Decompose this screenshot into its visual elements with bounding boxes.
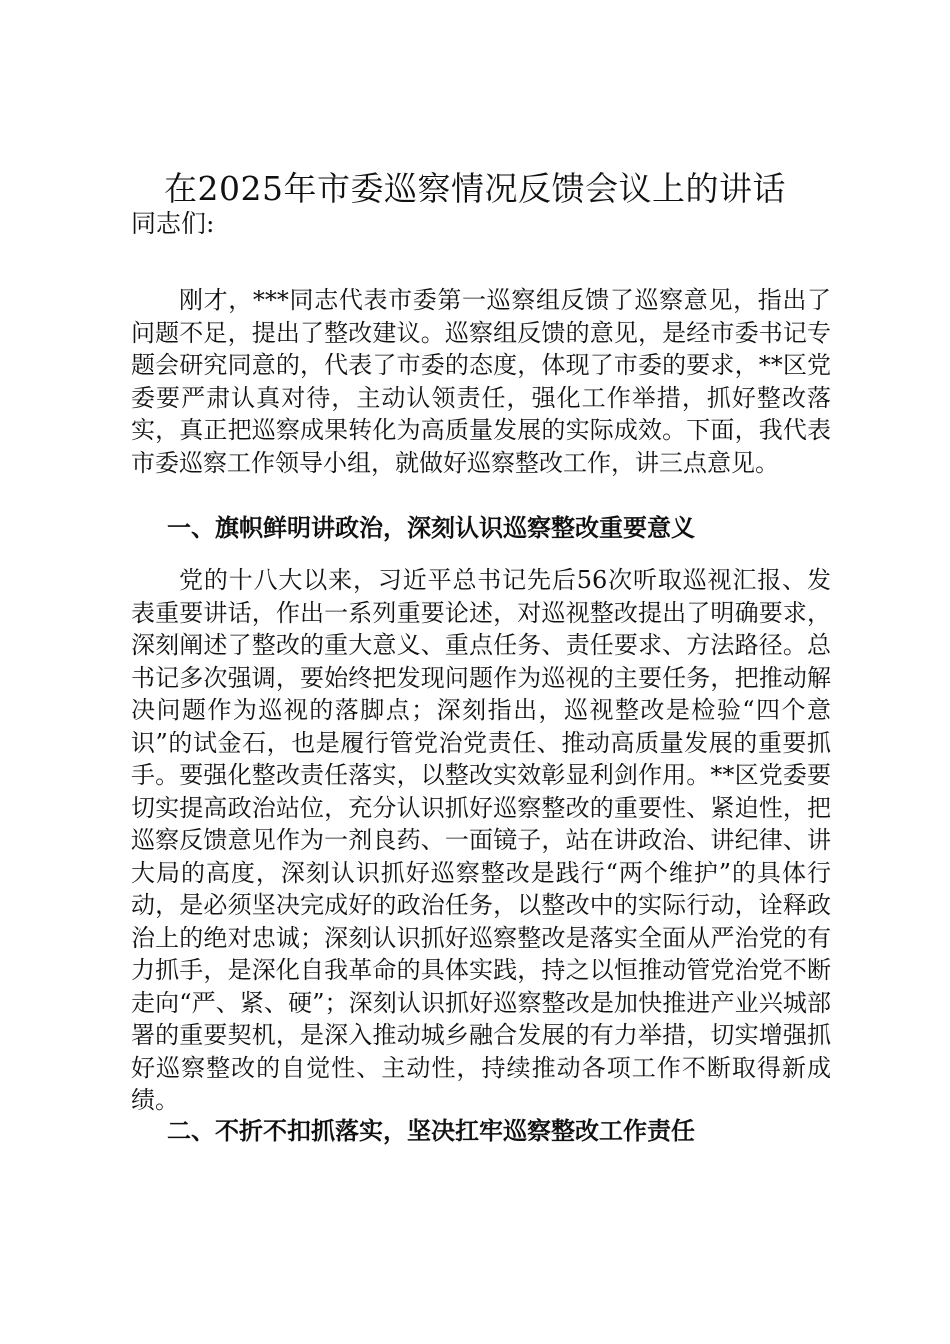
paragraph-intro: 刚才，***同志代表市委第一巡察组反馈了巡察意见，指出了问题不足，提出了整改建议。巡察组反馈的意见，是经市委书记专题会研究同意的，代表了市委的态度，体现了市委的要求，**区党委要严肃认真对待，主动认领责任，强化工作举措，抓好整改落实，真正把巡察成果转化为高质量发展的实际成效。下面，我代表市委巡察工作领导小组，就做好巡察整改工作，讲三点意见。 — [131, 286, 831, 477]
section-heading-2: 二、不折不扣抓落实，坚决扛牢巡察整改工作责任 — [167, 1116, 695, 1145]
document-title: 在2025年市委巡察情况反馈会议上的讲话 — [164, 169, 786, 208]
section-heading-1: 一、旗帜鲜明讲政治，深刻认识巡察整改重要意义 — [167, 513, 695, 542]
paragraph-section-1: 党的十八大以来，习近平总书记先后56次听取巡视汇报、发表重要讲话，作出一系列重要论述，对巡视整改提出了明确要求，深刻阐述了整改的重大意义、重点任务、责任要求、方法路径。总书记多次强调，要始终把发现问题作为巡视的主要任务，把推动解决问题作为巡视的落脚点；深刻指出，巡视整改是检验“四个意识”的试金石，也是履行管党治党责任、推动高质量发展的重要抓手。要强化整改责任落实，以整改实效彰显利剑作用。**区党委要切实提高政治站位，充分认识抓好巡察整改的重要性、紧迫性，把巡察反馈意见作为一剂良药、一面镜子，站在讲政治、讲纪律、讲大局的高度，深刻认识抓好巡察整改是践行“两个维护”的具体行动，是必须坚决完成好的政治任务，以整改中的实际行动，诠释政治上的绝对忠诚；深刻认识抓好巡察整改是落实全面从严治党的有力抓手，是深化自我革命的具体实践，持之以恒推动管党治党不断走向“严、紧、硬”；深刻认识抓好巡察整改是加快推进产业兴城部署的重要契机，是深入推动城乡融合发展的有力举措，切实增强抓好巡察整改的自觉性、主动性，持续推动各项工作不断取得新成绩。 — [131, 566, 831, 1114]
salutation: 同志们: — [131, 209, 215, 238]
